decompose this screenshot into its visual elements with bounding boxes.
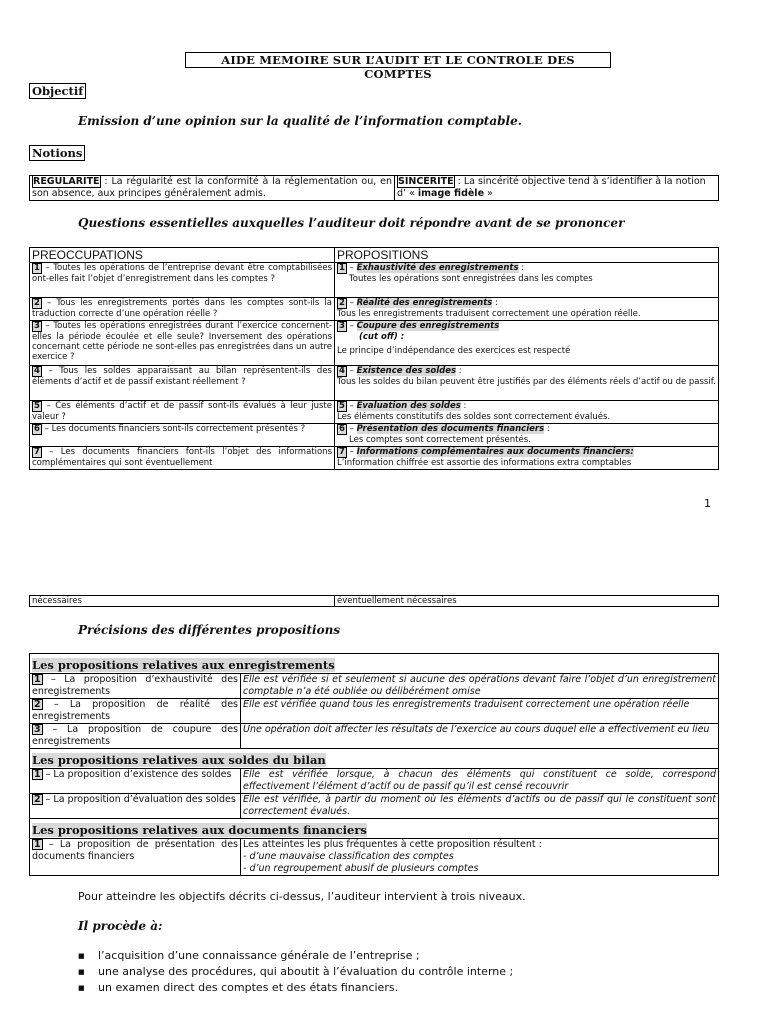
proposition-title: Exhaustivité des enregistrements: [356, 263, 519, 273]
row-number: 6: [339, 424, 345, 434]
proposition-text: Tous les enregistrements traduisent correctement une opération réelle.: [337, 309, 641, 319]
table-row: [30, 769, 719, 794]
table-row: [30, 596, 719, 607]
proposition-text: L’information chiffrée est assortie des informations extra comptables: [337, 458, 632, 468]
section-row: [30, 654, 719, 674]
regularite-text: : La régularité est la conformité à la réglementation ou, en son absence, aux principes généralement admis.: [32, 176, 392, 199]
section-row: [30, 819, 719, 839]
questions-heading: Questions essentielles auxquelles l’auditeur doit répondre avant de se prononcer: [78, 216, 625, 230]
continuation-table: [29, 595, 719, 607]
sincerite-text-1: : La sincérité objective tend à s’identifier à la notion d’ «: [397, 176, 706, 199]
table-row: 5 – Ces éléments d’actif et de passif sont-ils évalués à leur juste valeur ? 5 – Evaluation des soldes : Les éléments constitutifs des soldes sont correctement évalués.: [30, 401, 719, 424]
proposition-text: Toutes les opérations sont enregistrées dans les comptes: [349, 274, 593, 284]
section-title: Les propositions relatives aux enregistrements: [32, 658, 335, 672]
preoccupation-text: – Les documents financiers font-ils l’objet des informations complémentaires qui sont éventuellement: [32, 447, 332, 468]
list-item: ■ l’acquisition d’une connaissance générale de l’entreprise ;: [78, 948, 513, 964]
table-row: [30, 724, 719, 749]
proposition-title: Informations complémentaires aux documents financiers:: [356, 447, 634, 457]
proposition-text: Les comptes sont correctement présentés.: [349, 435, 531, 445]
proposition-name: – La proposition de présentation des documents financiers: [32, 839, 238, 862]
proposition-title: Evaluation des soldes: [356, 401, 461, 411]
row-number: 4: [339, 366, 345, 376]
objectif-text: Emission d’une opinion sur la qualité de l’information comptable.: [78, 114, 522, 128]
proposition-suffix: :: [518, 263, 525, 273]
proposition-title: Coupure des enregistrements: [356, 321, 500, 331]
proposition-title: Existence des soldes: [356, 366, 457, 376]
intro-text: Pour atteindre les objectifs décrits ci-dessus, l’auditeur intervient à trois niveaux.: [78, 890, 526, 903]
proposition-name: – La proposition d’exhaustivité des enregistrements: [32, 674, 238, 697]
list-item: ■ une analyse des procédures, qui aboutit à l’évaluation du contrôle interne ;: [78, 964, 513, 980]
list-item: ■ un examen direct des comptes et des états financiers.: [78, 980, 513, 996]
proposition-suffix: :: [456, 366, 462, 376]
row-number: 2: [339, 298, 345, 308]
proposition-text: Tous les soldes du bilan peuvent être justifiés par des éléments réels d’actif ou de passif.: [337, 377, 716, 387]
preoccupation-text: – Ces éléments d’actif et de passif sont-ils évalués à leur juste valeur ?: [32, 401, 332, 422]
regularite-label: REGULARITE: [33, 176, 100, 187]
proposition-detail: [241, 839, 719, 876]
document-title: AIDE MEMOIRE SUR L’AUDIT ET LE CONTROLE DES COMPTES: [185, 52, 611, 68]
proposition-detail: Elle est vérifiée lorsque, à chacun des éléments qui constituent ce solde, correspond effectivement l’élément d’actif ou de passif qu’il est censé recouvrir: [241, 769, 719, 794]
col-preoccupations: PREOCCUPATIONS: [30, 248, 335, 263]
steps-list: [78, 948, 513, 996]
proposition-name: – La proposition d’existence des soldes: [42, 769, 232, 780]
row-number: 1: [34, 263, 40, 273]
precisions-table: [29, 653, 719, 876]
proposition-name: – La proposition de coupure des enregistrements: [32, 724, 238, 747]
col-propositions: PROPOSITIONS: [335, 248, 719, 263]
proposition-text: Les éléments constitutifs des soldes sont correctement évalués.: [337, 412, 611, 422]
row-number: 2: [34, 794, 41, 805]
regularite-cell: [30, 176, 395, 201]
preoccupations-table: [29, 247, 719, 470]
row-number: 3: [339, 321, 345, 331]
sincerite-label: SINCERITE: [398, 176, 454, 187]
row-number: 6: [34, 424, 40, 434]
notions-heading: Notions: [29, 145, 85, 161]
sincerite-bold: image fidèle: [417, 188, 485, 199]
preoccupation-text: – Tous les soldes apparaissant au bilan représentent-ils des éléments d’actif et de passif existant réellement ?: [32, 366, 332, 387]
proposition-suffix: :: [492, 298, 498, 308]
table-row: 7 – Les documents financiers font-ils l’objet des informations complémentaires qui sont éventuellement 7 – Informations complémentaires aux documents financiers: L’information chiffrée est assortie des informations extra comptables: [30, 447, 719, 470]
sincerite-text-2: »: [484, 188, 493, 199]
proposition-name: – La proposition de réalité des enregistrements: [32, 699, 238, 722]
proposition-suffix: :: [544, 424, 550, 434]
proposition-detail: Elle est vérifiée quand tous les enregistrements traduisent correctement une opération réelle: [241, 699, 719, 724]
table-row: [30, 699, 719, 724]
row-number: 5: [34, 401, 40, 411]
row-number: 1: [34, 839, 41, 850]
table-row: [30, 674, 719, 699]
table-row: [30, 794, 719, 819]
proposition-title: Présentation des documents financiers: [356, 424, 545, 434]
row-number: 3: [34, 321, 40, 331]
section-title: Les propositions relatives aux documents financiers: [32, 823, 367, 837]
detail-item: - d’un regroupement abusif de plusieurs comptes: [243, 863, 479, 874]
notions-table: [29, 175, 719, 201]
row-number: 1: [339, 263, 345, 273]
row-number: 5: [339, 401, 345, 411]
preoccupation-text: – Toutes les opérations de l’entreprise devant être comptabilisées ont-elles fait l’objet d’enregistrement dans les comptes ?: [32, 263, 332, 284]
row-number: 1: [34, 769, 41, 780]
proposition-detail: Elle est vérifiée si et seulement si aucune des opérations devant faire l’objet d’un enregistrement comptable n’a été oubliée ou délibérément omise: [241, 674, 719, 699]
page-number: 1: [704, 497, 711, 510]
precisions-heading: Précisions des différentes propositions: [78, 623, 341, 637]
proposition-text: Le principe d’indépendance des exercices est respecté: [337, 346, 571, 356]
proposition-detail: Elle est vérifiée, à partir du moment où les éléments d’actifs ou de passif qui le constituent sont correctement évalués.: [241, 794, 719, 819]
continuation-right: éventuellement nécessaires: [335, 596, 719, 607]
table-row: 2 – Tous les enregistrements portés dans les comptes sont-ils la traduction correcte d’une opération réelle ? 2 – Réalité des enregistrements : Tous les enregistrements traduisent correctement une opération réelle.: [30, 298, 719, 321]
table1-header: [30, 248, 719, 263]
section-title: Les propositions relatives aux soldes du bilan: [32, 753, 326, 767]
proposition-name: – La proposition d’évaluation des soldes: [42, 794, 236, 805]
row-number: 2: [34, 699, 41, 710]
continuation-left: nécessaires: [30, 596, 335, 607]
preoccupation-text: – Tous les enregistrements portés dans les comptes sont-ils la traduction correcte d’une opération réelle ?: [32, 298, 332, 319]
procede-heading: Il procède à:: [78, 919, 163, 933]
preoccupation-text: – Les documents financiers sont-ils correctement présentés ?: [41, 424, 306, 434]
table-row: 4 – Tous les soldes apparaissant au bilan représentent-ils des éléments d’actif et de passif existant réellement ? 4 – Existence des soldes : Tous les soldes du bilan peuvent être justifiés par des éléments réels d’actif ou de passif.: [30, 366, 719, 401]
row-number: 1: [34, 674, 41, 685]
detail-intro: Les atteintes les plus fréquentes à cette proposition résultent :: [243, 839, 542, 850]
row-number: 7: [34, 447, 40, 457]
table-row: 3 – Toutes les opérations enregistrées durant l’exercice concernent-elles la période écoulée et elle seule? Inversement des opérations concernant cette période ne sont-elles pas enregistrées dans un autre exercice ? 3 – Coupure des enregistrements (cut off) : Le principe d’indépendance des exercices est respecté: [30, 321, 719, 366]
proposition-subtitle: (cut off) :: [359, 332, 405, 342]
sincerite-cell: [395, 176, 719, 201]
row-number: 3: [34, 724, 41, 735]
table-row: 6 – Les documents financiers sont-ils correctement présentés ? 6 – Présentation des documents financiers : Les comptes sont correctement présentés.: [30, 424, 719, 447]
proposition-suffix: :: [460, 401, 467, 411]
row-number: 2: [34, 298, 40, 308]
preoccupation-text: – Toutes les opérations enregistrées durant l’exercice concernent-elles la période écoulée et elle seule? Inversement des opérations concernant cette période ne sont-elles pas enregistrées dans un autre exercice ?: [32, 321, 332, 362]
section-row: [30, 749, 719, 769]
table-row: [30, 839, 719, 876]
proposition-title: Réalité des enregistrements: [356, 298, 493, 308]
row-number: 7: [339, 447, 345, 457]
proposition-detail: Une opération doit affecter les résultats de l’exercice au cours duquel elle a effectivement eu lieu: [241, 724, 719, 749]
objectif-heading: Objectif: [29, 83, 86, 99]
table-row: 1 – Toutes les opérations de l’entreprise devant être comptabilisées ont-elles fait l’objet d’enregistrement dans les comptes ? 1 – Exhaustivité des enregistrements : Toutes les opérations sont enregistrées dans les comptes: [30, 263, 719, 298]
row-number: 4: [34, 366, 40, 376]
detail-item: - d’une mauvaise classification des comptes: [243, 851, 454, 862]
